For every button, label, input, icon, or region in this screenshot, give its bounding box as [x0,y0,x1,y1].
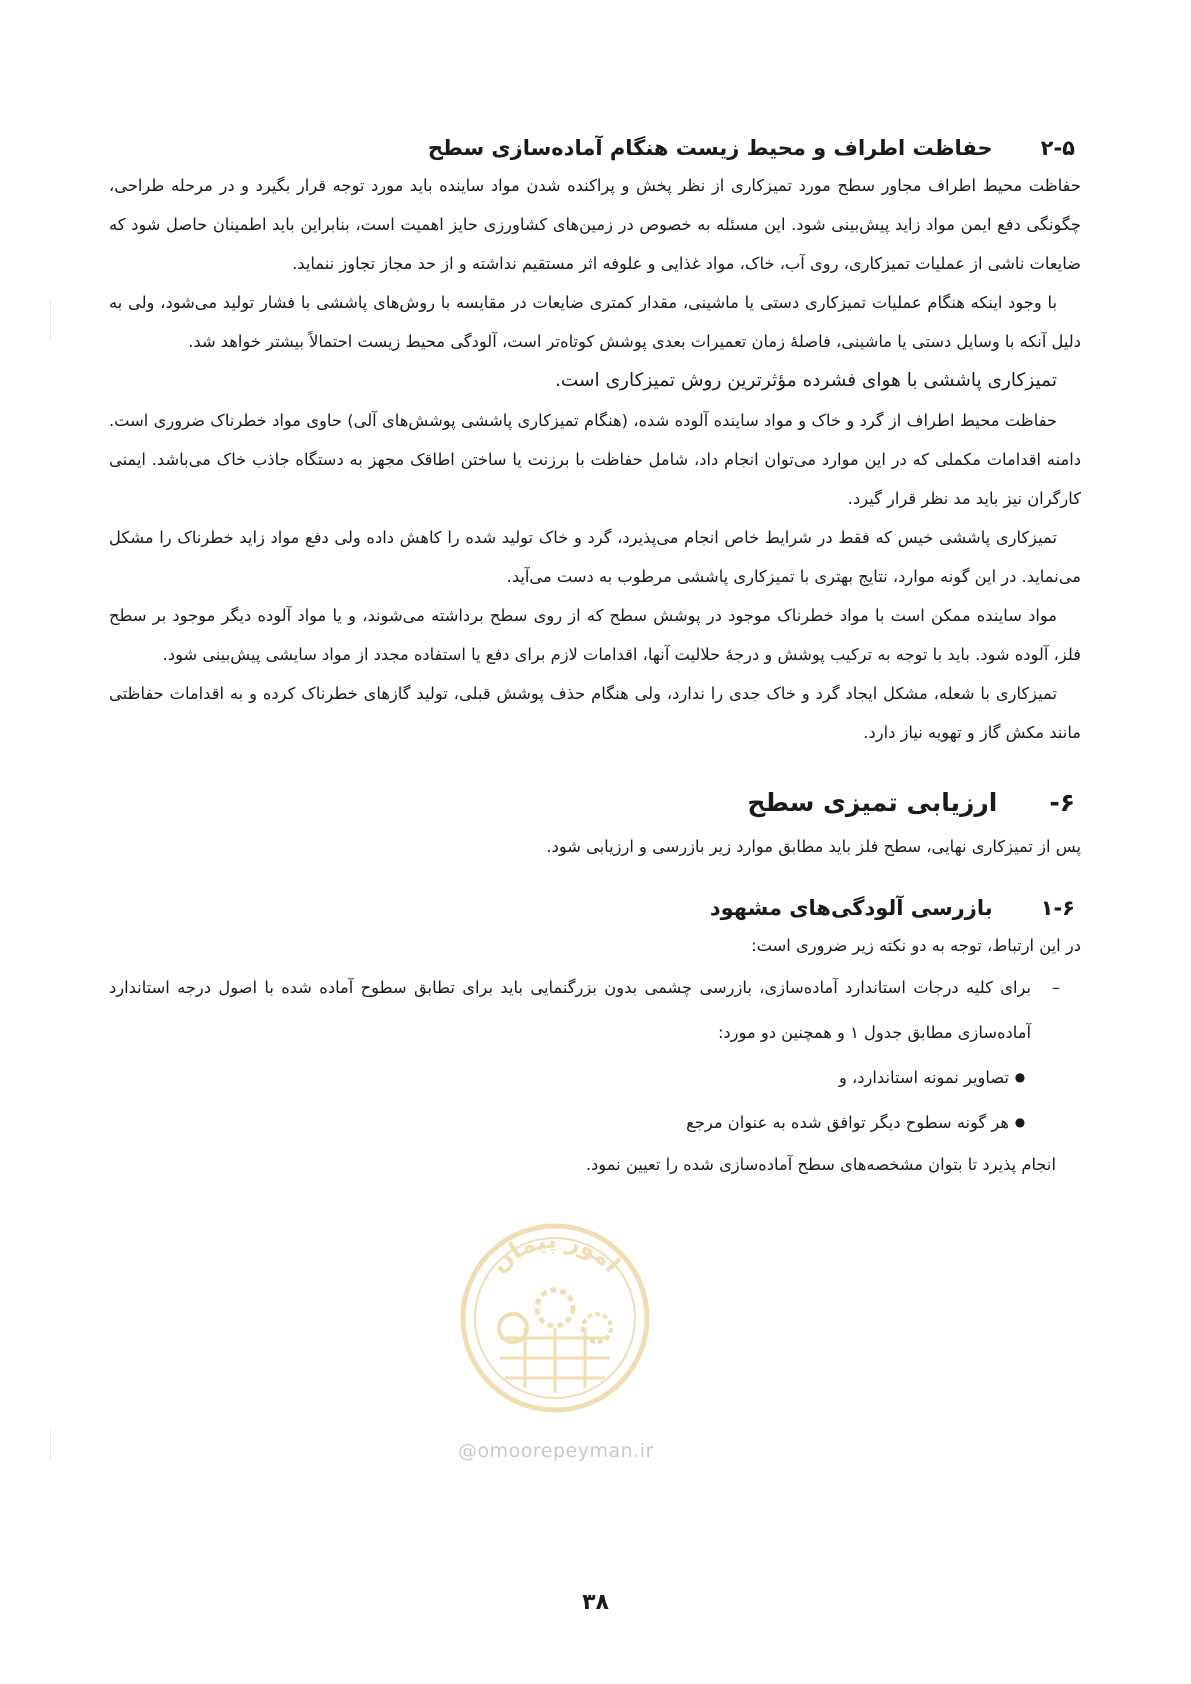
section-6-1-title: بازرسی آلودگی‌های مشهود [709,896,993,920]
paragraph: با وجود اینکه هنگام عملیات تمیزکاری دستی یا ماشینی، مقدار کمتری ضایعات در مقایسه با روش‌های پاششی با فشار تولید می‌شود، ولی به دلیل آنکه با وسایل دستی یا ماشینی، فاصلهٔ زمان تعمیرات بعدی پوشش کوتاه‌تر است، آلودگی محیط زیست احتمالاً بیشتر خواهد شد. [109,293,1081,351]
section-6-intro: پس از تمیزکاری نهایی، سطح فلز باید مطابق موارد زیر بازرسی و ارزیابی شود. [546,837,1081,856]
paragraph: تمیزکاری پاششی خیس که فقط در شرایط خاص انجام می‌پذیرد، گرد و خاک تولید شده را کاهش داده ولی دفع مواد زاید خطرناک را مشکل می‌نماید. در این گونه موارد، نتایج بهتری با تمیزکاری پاششی مرطوب به دست می‌آید. [109,528,1081,586]
dash-item-text: برای کلیه درجات استاندارد آماده‌سازی، بازرسی چشمی بدون بزرگنمایی باید برای تطابق سطوح آماده شده با اصول درجه استاندارد آماده‌سازی مطابق جدول ۱ و همچنین دو مورد: [109,978,1031,1042]
watermark-emblem-text: امور پیمان [485,1225,626,1279]
section-6-1-number: ۱-۶ [1040,896,1075,920]
scan-edge-mark [50,300,51,340]
bullet-text: هر گونه سطوح دیگر توافق شده به عنوان مرجع [686,1113,1009,1132]
paragraph: حفاظت محیط اطراف از گرد و خاک و مواد ساینده آلوده شده، (هنگام تمیزکاری پاششی پوشش‌های آلی) حاوی مواد خطرناک ضروری است. دامنه اقدامات مکملی که در این موارد می‌توان انجام داد، شامل حفاظت با برزنت یا ساختن اطاقک مجهز به دستگاه جاذب خاک می‌باشد. ایمنی کارگران نیز باید مد نظر قرار گیرد. [109,411,1081,508]
bullet-item [109,1100,1081,1145]
section-2-5-title: حفاظت اطراف و محیط زیست هنگام آماده‌سازی سطح [427,136,993,160]
paragraph: مواد ساینده ممکن است با مواد خطرناک موجود در پوشش سطح که از روی سطح برداشته می‌شوند، و یا مواد آلوده دیگر موجود بر سطح فلز، آلوده شود. باید با توجه به ترکیب پوشش و درجهٔ حلالیت آنها، اقدامات لازم برای دفع یا استفاده مجدد از مواد سایشی پیش‌بینی شود. [109,606,1081,664]
section-6-title: ارزیابی تمیزی سطح [747,788,998,817]
section-6-1-intro: در این ارتباط، توجه به دو نکته زیر ضروری است: [751,936,1081,955]
bullet-item [109,1055,1081,1100]
section-2-5-number: ۲-۵ [1040,136,1075,160]
bullet-text: تصاویر نمونه استاندارد، و [839,1068,1009,1087]
emphasis-statement: تمیزکاری پاششی با هوای فشرده مؤثرترین روش تمیزکاری است. [555,370,1057,391]
spacer [109,752,1081,788]
bullet-icon: ● [1014,1115,1026,1129]
section-6-1-heading [109,896,1081,920]
page-content [109,136,1081,1185]
section-6-number: ۶- [1049,788,1075,817]
section-2-5-heading [109,136,1081,160]
spacer [109,866,1081,896]
paragraph: تمیزکاری با شعله، مشکل ایجاد گرد و خاک جدی را ندارد، ولی هنگام حذف پوشش قبلی، تولید گازهای خطرناک کرده و به اقدامات حفاظتی مانند مکش گاز و تهویه نیاز دارد. [109,684,1081,742]
paragraph: حفاظت محیط اطراف مجاور سطح مورد تمیزکاری از نظر پخش و پراکنده شدن مواد ساینده باید مورد توجه قرار بگیرد و در مرحله طراحی، چگونگی دفع ایمن مواد زاید پیش‌بینی شود. این مسئله به خصوص در زمین‌های کشاورزی حایز اهمیت است، بنابراین باید اطمینان حاصل شود که ضایعات ناشی از عملیات تمیزکاری، روی آب، خاک، مواد غذایی و علوفه اثر مستقیم نداشته و از حد مجاز تجاوز ننماید. [109,176,1081,273]
list-conclusion: انجام پذیرد تا بتوان مشخصه‌های سطح آماده‌سازی شده را تعیین نمود. [585,1155,1056,1174]
section-6-heading [109,788,1081,817]
dash-list-item [109,965,1081,1055]
watermark-url: @omoorepeyman.ir [458,1440,654,1462]
dash-marker: – [1051,978,1061,997]
scan-edge-mark [50,1430,51,1460]
bullet-icon: ● [1014,1070,1026,1084]
watermark-emblem-icon [455,1218,655,1418]
page-number: ۳۸ [582,1590,609,1615]
svg-text:امور پیمان [485,1226,626,1278]
